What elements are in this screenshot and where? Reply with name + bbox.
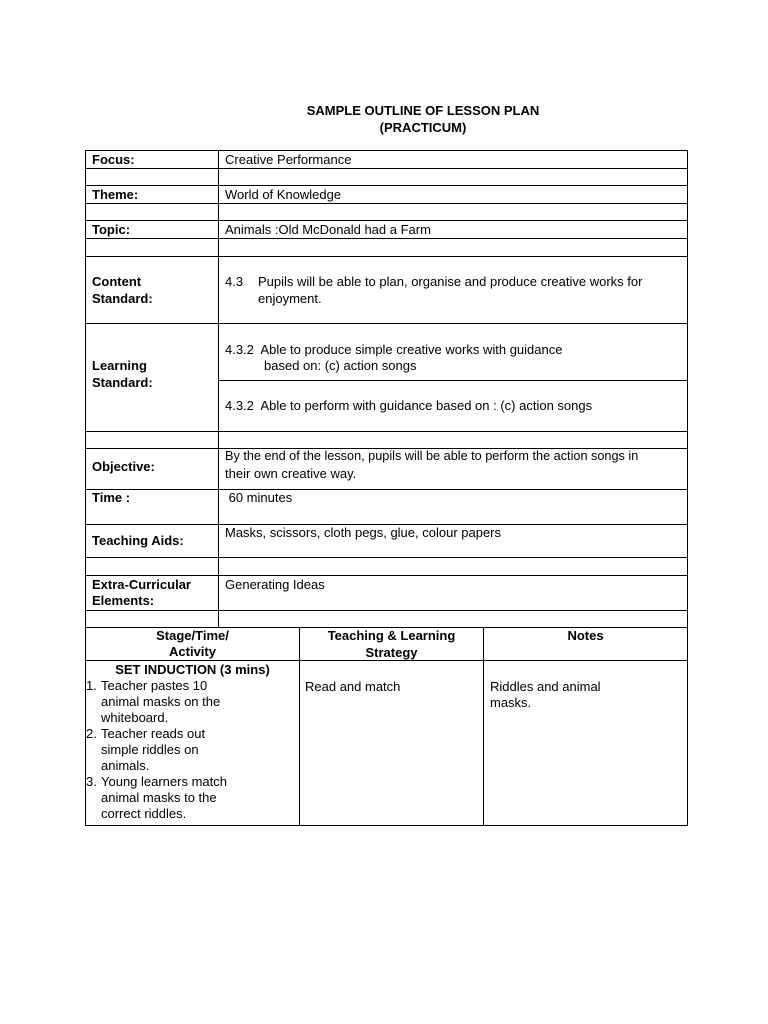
objective-text-line1: By the end of the lesson, pupils will be able to perform the action songs in: [225, 449, 639, 463]
extra-curricular-value: Generating Ideas: [225, 577, 325, 592]
row-divider: [85, 203, 688, 204]
row-divider: [85, 557, 688, 558]
theme-value: World of Knowledge: [225, 187, 342, 202]
topic-label: Topic:: [92, 222, 131, 237]
stage-table-divider: [483, 627, 484, 826]
list-item-line: Teacher reads out: [101, 726, 206, 741]
learning-standard-item1-line1: 4.3.2 Able to produce simple creative works with guidance: [225, 342, 563, 357]
time-value: 60 minutes: [225, 490, 293, 505]
stage-header-line2: Activity: [169, 644, 216, 659]
extra-curricular-label-line1: Extra-Curricular: [92, 577, 191, 592]
list-item-line: Young learners match: [101, 774, 227, 789]
document-title-line2: (PRACTICUM): [379, 120, 467, 135]
set-induction-strategy: Read and match: [305, 679, 401, 694]
set-induction-notes-line1: Riddles and animal: [490, 679, 601, 694]
row-divider: [85, 610, 688, 611]
stage-header-line1: Stage/Time/: [156, 628, 229, 643]
list-item-line: correct riddles.: [101, 806, 187, 821]
list-item-line: simple riddles on: [101, 742, 199, 757]
row-divider: [85, 238, 688, 239]
row-divider: [85, 256, 688, 257]
content-standard-text-line2: enjoyment.: [258, 291, 322, 306]
document-title-line1: SAMPLE OUTLINE OF LESSON PLAN: [306, 103, 540, 118]
time-label: Time :: [92, 490, 131, 505]
teaching-aids-value: Masks, scissors, cloth pegs, glue, colour papers: [225, 525, 502, 540]
list-item-line: animal masks to the: [101, 790, 217, 805]
content-standard-label-line2: Standard:: [92, 291, 153, 306]
list-item-number: 3.: [86, 774, 97, 789]
list-item-line: Teacher pastes 10: [101, 678, 208, 693]
row-divider: [85, 489, 688, 490]
strategy-header-line2: Strategy: [365, 645, 418, 660]
teaching-aids-label: Teaching Aids:: [92, 533, 184, 548]
content-standard-number: 4.3: [225, 274, 244, 289]
list-item-line: animals.: [101, 758, 150, 773]
row-divider: [85, 185, 688, 186]
learning-standard-split: [218, 380, 688, 381]
learning-standard-item2: 4.3.2 Able to perform with guidance based on : (c) action songs: [225, 398, 593, 413]
set-induction-title: SET INDUCTION (3 mins): [115, 662, 270, 677]
list-item-line: whiteboard.: [101, 710, 169, 725]
content-standard-label-line1: Content: [92, 274, 142, 289]
notes-header: Notes: [567, 628, 604, 643]
theme-label: Theme:: [92, 187, 139, 202]
set-induction-notes-line2: masks.: [490, 695, 532, 710]
list-item-line: animal masks on the: [101, 694, 221, 709]
list-item-number: 1.: [86, 678, 97, 693]
strategy-header-line1: Teaching & Learning: [327, 628, 456, 643]
list-item-number: 2.: [86, 726, 97, 741]
learning-standard-label-line2: Standard:: [92, 375, 153, 390]
objective-text-line2: their own creative way.: [225, 466, 357, 481]
learning-standard-label-line1: Learning: [92, 358, 147, 373]
focus-value: Creative Performance: [225, 152, 352, 167]
topic-value: Animals :Old McDonald had a Farm: [225, 222, 431, 237]
row-divider: [85, 168, 688, 169]
content-standard-text-line1: Pupils will be able to plan, organise and produce creative works for: [258, 274, 643, 289]
extra-curricular-label-line2: Elements:: [92, 593, 155, 608]
row-divider: [85, 431, 688, 432]
learning-standard-item1-line2: based on: (c) action songs: [264, 358, 417, 373]
objective-label: Objective:: [92, 459, 155, 474]
row-divider: [85, 323, 688, 324]
focus-label: Focus:: [92, 152, 135, 167]
